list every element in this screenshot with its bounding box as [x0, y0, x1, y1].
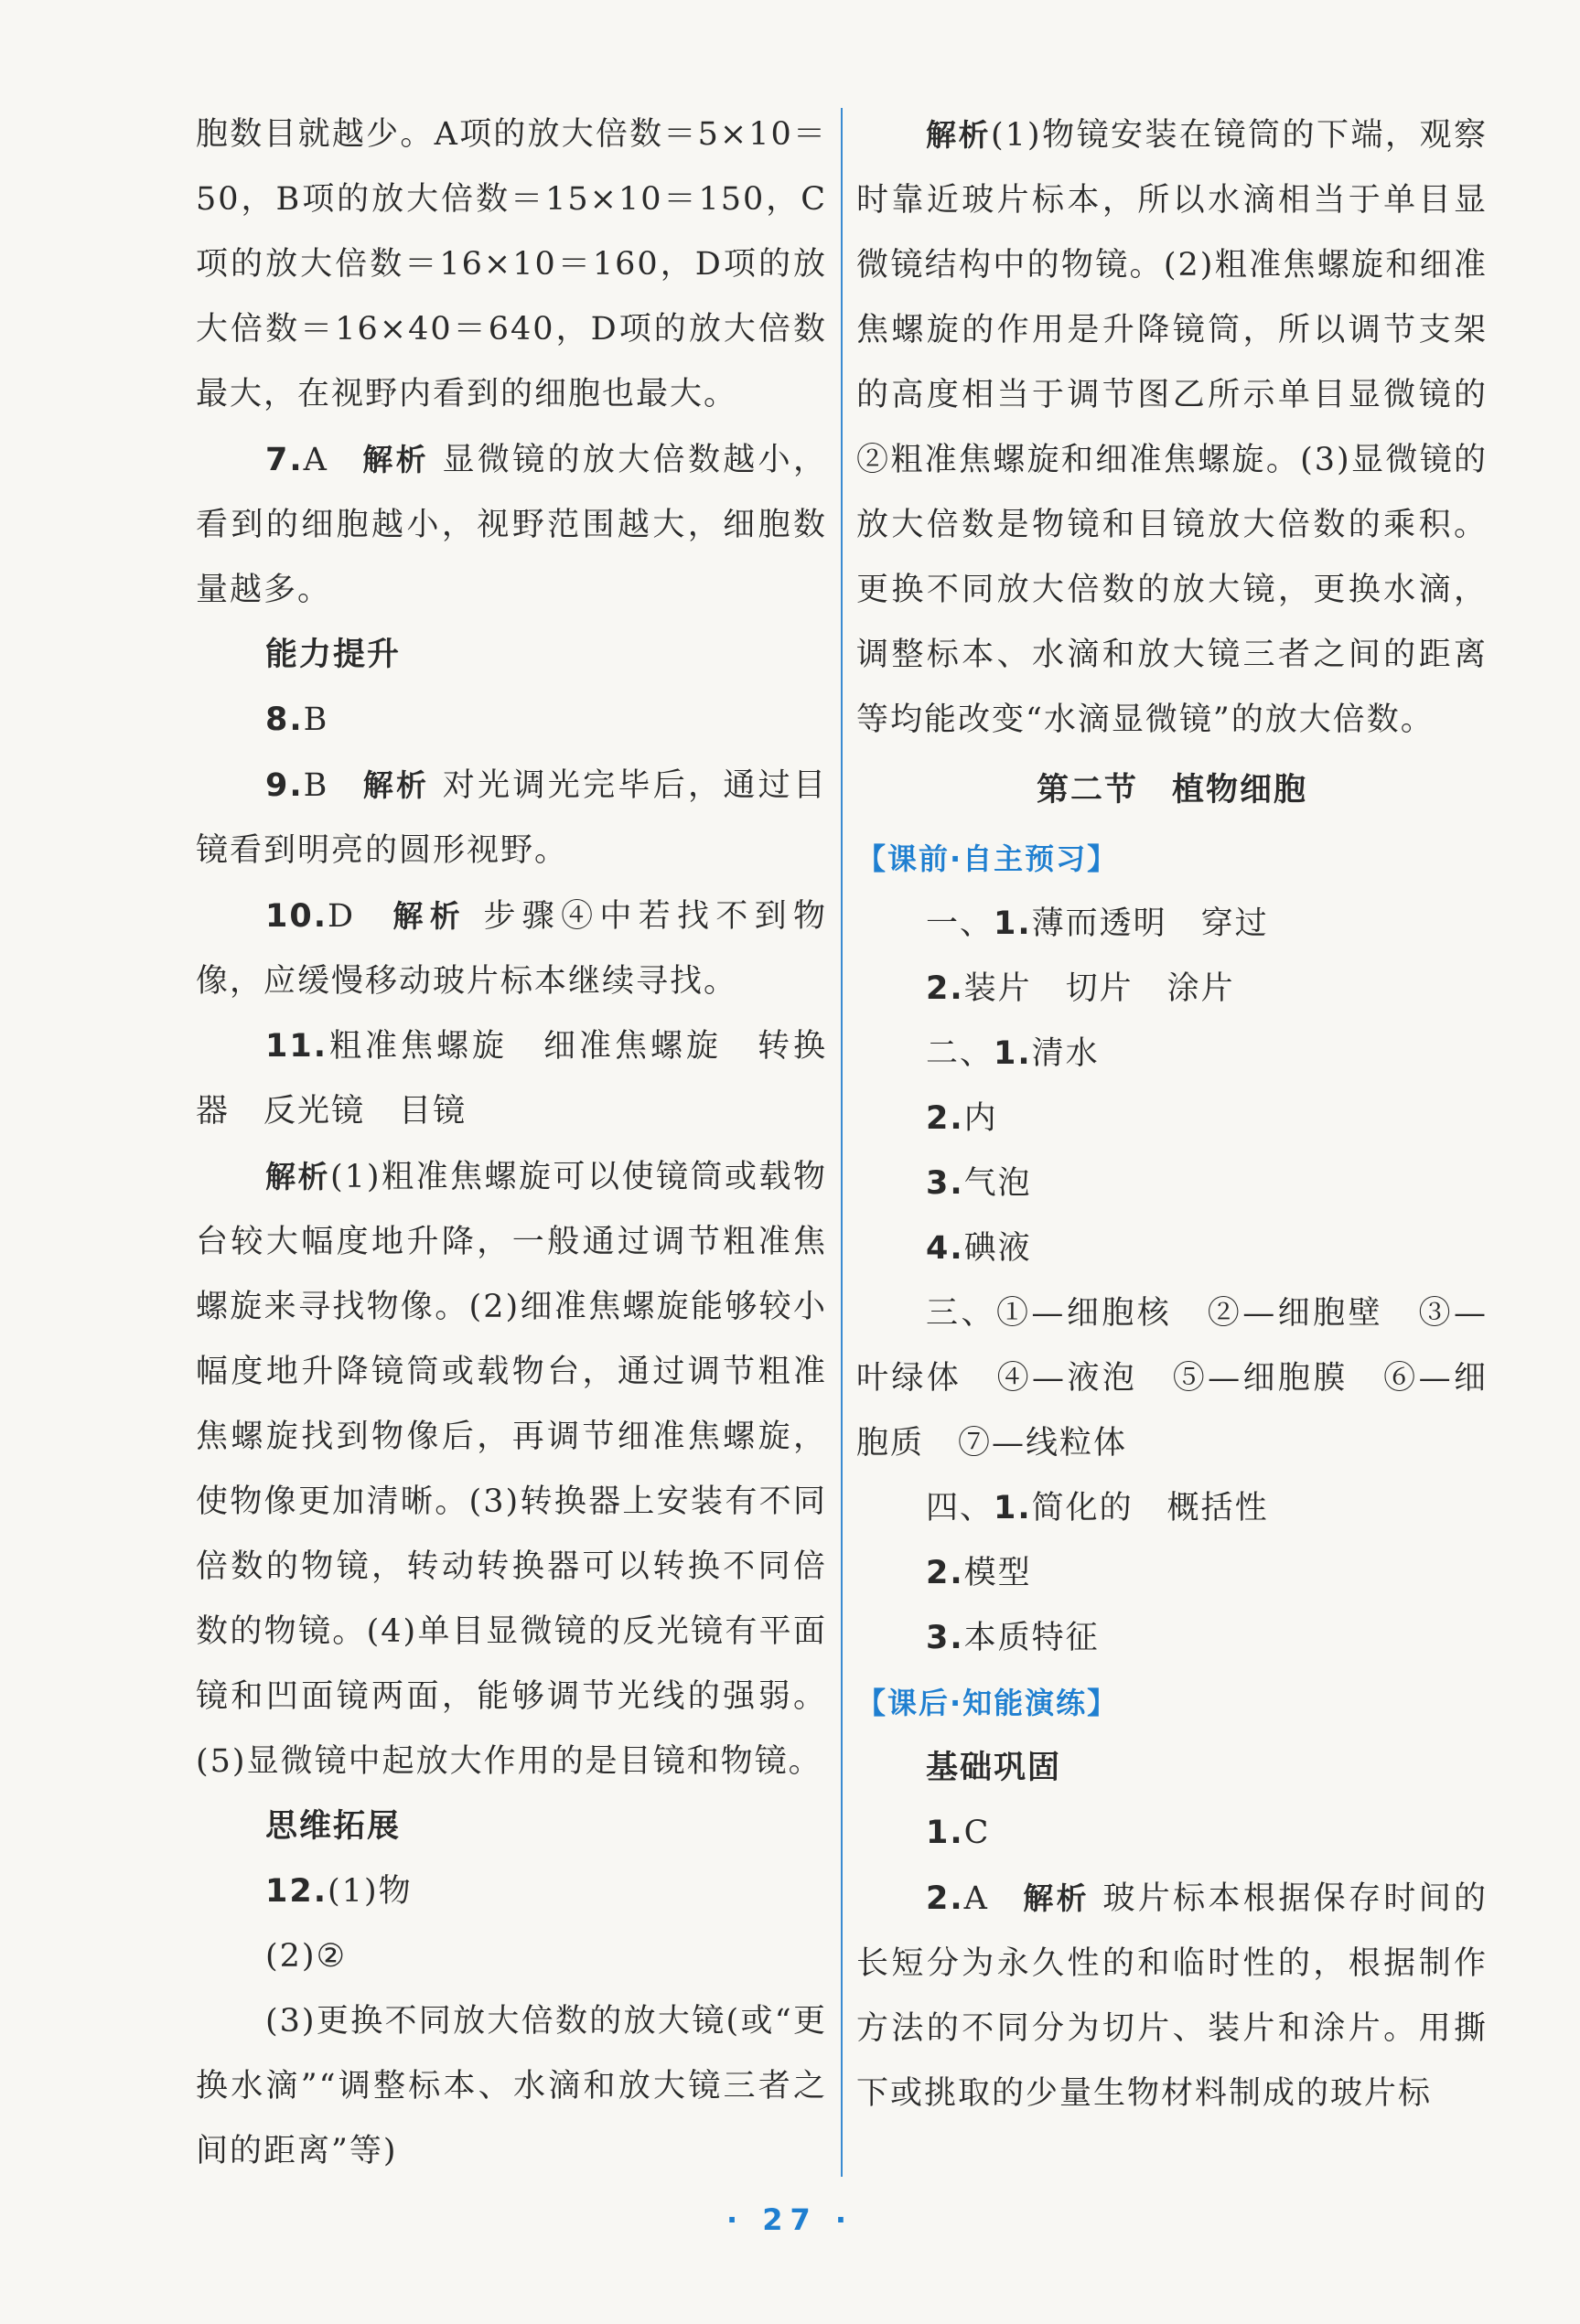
question-12-answer-2: (2)② — [265, 1938, 347, 1975]
tag-preview: 【课前·自主预习】 — [856, 841, 1119, 876]
right-column — [856, 102, 1488, 2126]
question-12: 12.(1)物 — [265, 1873, 413, 1910]
preview-4-1: 四、1.简化的 概括性 — [926, 1490, 1269, 1526]
preview-1-1: 一、1.薄而透明 穿过 — [926, 905, 1269, 942]
column-divider — [841, 108, 843, 2177]
preview-2-2: 2.内 — [926, 1100, 998, 1137]
preview-4-3: 3.本质特征 — [926, 1620, 1100, 1656]
question-10: 10.D 解析 步骤④中若找不到物像，应缓慢移动玻片标本继续寻找。 — [196, 898, 827, 1000]
preview-2-4: 4.碘液 — [926, 1230, 1032, 1267]
question-9: 9.B 解析 对光调光完毕后，通过目镜看到明亮的圆形视野。 — [196, 767, 827, 869]
preview-4-2: 2.模型 — [926, 1555, 1032, 1591]
left-column — [196, 102, 827, 2184]
heading-thinking: 思维拓展 — [265, 1808, 402, 1845]
preview-1-2: 2.装片 切片 涂片 — [926, 970, 1235, 1007]
left-paragraph-1: 胞数目就越少。A项的放大倍数＝5×10＝50，B项的放大倍数＝15×10＝150，C项的放大倍数＝16×10＝160，D项的放大倍数＝16×40＝640，D项的放大倍数最大，在视野内看到的细胞也最大。 — [196, 116, 827, 412]
heading-basic: 基础巩固 — [926, 1750, 1062, 1786]
basic-2: 2.A 解析 玻片标本根据保存时间的长短分为永久性的和临时性的，根据制作方法的不同分为切片、装片和涂片。用撕下或挑取的少量生物材料制成的玻片标 — [856, 1880, 1488, 2112]
preview-2-1: 二、1.清水 — [926, 1035, 1100, 1072]
question-12-answer-3: (3)更换不同放大倍数的放大镜(或“更换水滴”“调整标本、水滴和放大镜三者之间的距离”等) — [196, 2003, 827, 2169]
basic-1: 1.C — [926, 1815, 991, 1851]
question-8: 8.B — [265, 701, 329, 738]
tag-practice: 【课后·知能演练】 — [856, 1686, 1119, 1720]
page-number: · 27 · — [726, 2202, 854, 2237]
heading-ability: 能力提升 — [265, 637, 402, 673]
question-7: 7.A 解析 显微镜的放大倍数越小，看到的细胞越小，视野范围越大，细胞数量越多。 — [196, 442, 827, 608]
question-12-analysis: 解析(1)物镜安装在镜筒的下端，观察时靠近玻片标本，所以水滴相当于单目显微镜结构中的物镜。(2)粗准焦螺旋和细准焦螺旋的作用是升降镜筒，所以调节支架的高度相当于调节图乙所示单目显微镜的②粗准焦螺旋和细准焦螺旋。(3)显微镜的放大倍数是物镜和目镜放大倍数的乘积。更换不同放大倍数的放大镜，更换水滴，调整标本、水滴和放大镜三者之间的距离等均能改变“水滴显微镜”的放大倍数。 — [856, 117, 1488, 738]
question-11-analysis: 解析(1)粗准焦螺旋可以使镜筒或载物台较大幅度地升降，一般通过调节粗准焦螺旋来寻找物像。(2)细准焦螺旋能够较小幅度地升降镜筒或载物台，通过调节粗准焦螺旋找到物像后，再调节细准焦螺旋，使物像更加清晰。(3)转换器上安装有不同倍数的物镜，转动转换器可以转换不同倍数的物镜。(4)单目显微镜的反光镜有平面镜和凹面镜两面，能够调节光线的强弱。(5)显微镜中起放大作用的是目镜和物镜。 — [196, 1159, 827, 1780]
section-title: 第二节 植物细胞 — [1036, 772, 1307, 809]
preview-3: 三、①—细胞核 ②—细胞壁 ③—叶绿体 ④—液泡 ⑤—细胞膜 ⑥—细胞质 ⑦—线粒体 — [856, 1295, 1488, 1462]
preview-2-3: 3.气泡 — [926, 1165, 1032, 1202]
question-11: 11.粗准焦螺旋 细准焦螺旋 转换器 反光镜 目镜 — [196, 1028, 827, 1130]
